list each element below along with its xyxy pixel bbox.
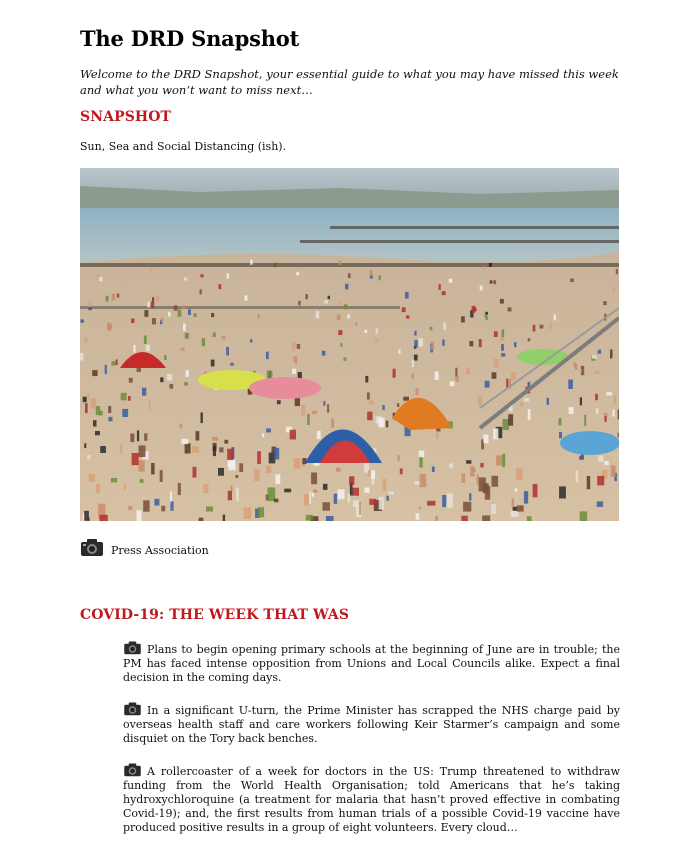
covid-bullet-text: In a significant U-turn, the Prime Minister has scrapped the NHS charge paid by overseas health staff and care workers following Keir Starmer’s campaign and some disquiet on the Tory back benches.	[123, 704, 620, 745]
covid-bullet-text: A rollercoaster of a week for doctors in the US: Trump threatened to withdraw funding from the World Health Organisation; told Americans that he’s taking hydroxychloroquine (a treatment for malaria that hasn’t proved effective in combating Covid-19); and, the first results from human trials of a possible Covid-19 vaccine have produced positive results in a group of eight volunteers. Every cloud…	[123, 765, 620, 834]
intro-paragraph: Welcome to the DRD Snapshot, your essential guide to what you may have missed this week and what you won’t want to miss next…	[80, 67, 619, 97]
covid-heading: COVID-19: THE WEEK THAT WAS	[80, 607, 350, 623]
photo-credit-text: Press Association	[111, 544, 209, 557]
camera-icon	[123, 640, 142, 655]
covid-bullet-item	[123, 762, 620, 835]
snapshot-heading: SNAPSHOT	[80, 109, 172, 125]
covid-bullet-item	[123, 701, 620, 746]
snapshot-tagline: Sun, Sea and Social Distancing (ish).	[80, 140, 287, 153]
photo-credit	[80, 537, 209, 557]
camera-icon	[123, 701, 142, 716]
camera-icon	[80, 537, 104, 557]
covid-bullet-list	[123, 640, 620, 851]
crowded-beach-photo	[80, 168, 619, 521]
covid-bullet-text: Plans to begin opening primary schools at the beginning of June are in trouble; the PM has faced intense opposition from Unions and Local Councils alike. Expect a final decision in the coming days.	[123, 643, 620, 684]
camera-icon	[123, 762, 142, 777]
covid-bullet-item	[123, 640, 620, 685]
document-title: The DRD Snapshot	[80, 26, 300, 51]
